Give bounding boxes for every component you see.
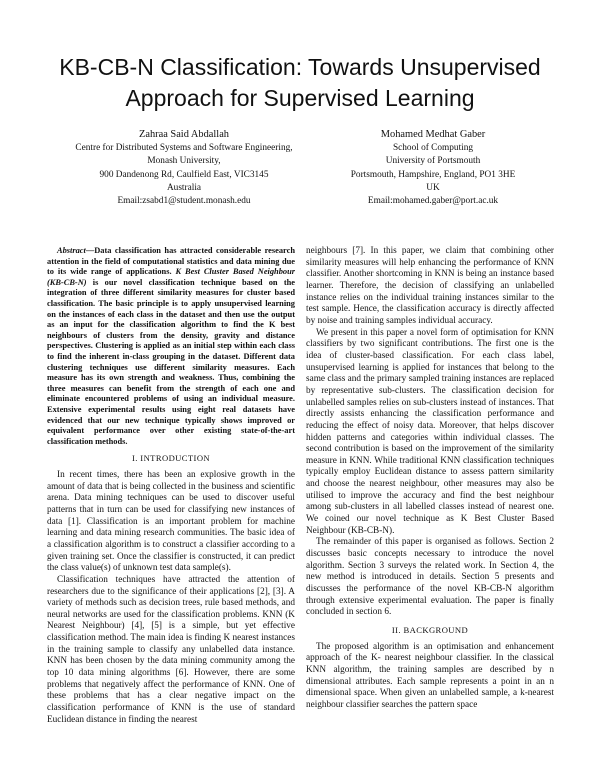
author-email: Email:mohamed.gaber@port.ac.uk <box>367 196 499 207</box>
abstract-method-name: K Best Cluster Based Neighbour (KB-CB-N) <box>47 267 295 287</box>
author-block-2 <box>318 128 548 208</box>
paragraph: We present in this paper a novel form of optimisation for KNN classifiers by two significant contributions. The first one is the idea of cluster-based classification. For each class label, unsupervised learning is applied for instances that belong to the same class and the primary sampled training instances are replaced by representative sub-clusters. The classification decision for unlabelled samples relies on sub-clusters instead of instances. That directly assists enhancing the classification performance and reducing the effect of noisy data. Moreover, that helps discover hidden patterns and categories within individual classes. The second contribution is based on the improvement of the similarity measure in KNN. While traditional KNN classification techniques typically employ Euclidean distance to assess pattern similarity and choose the nearest neighbour, other measures may also be utilised to improve the accuracy and find the best neighbour among sub-clusters in all labelled classes instead of nearest one. We coined our novel technique as K Best Cluster Based Neighbour (KB-CB-N). <box>306 327 554 536</box>
title-line-1: KB-CB-N Classification: Towards Unsupervised <box>59 54 541 80</box>
author-country: UK <box>426 182 440 193</box>
abstract <box>47 246 295 447</box>
abstract-label: Abstract <box>57 246 86 255</box>
paragraph: neighbours [7]. In this paper, we claim that combining other similarity measures will help enhancing the performance of KNN classifier. Another shortcoming in KNN is being an instance based learner. Therefore, the decision of classifying an unlabelled instance relies on the individual training instances similar to the test sample. Hence, the classification accuracy is directly affected by noise and training samples individual accuracy. <box>306 246 554 326</box>
section-heading-background: II. BACKGROUND <box>391 625 469 635</box>
abstract-text: is our novel classification technique based on the integration of three different similarity measures for cluster based classification. The basic principle is to apply unsupervised learning on the instances of each class in the dataset and then use the output as an input for the classification algorithm to find the K best neighbours of clusters from the density, gravity and distance perspectives. Clustering is applied as an initial step within each class to find the inherent in-class grouping in the dataset. Different data clustering techniques use different similarity measures. Each measure has its own strength and weakness. Thus, combining the three measures can benefit from the strength of each one and eliminate encountered problems of using an individual measure. Extensive experimental results using eight real datasets have evidenced that our new technique typically shows improved or equivalent performance over other existing state-of-the-art classification methods. <box>47 277 295 446</box>
abstract-dash: — <box>85 246 95 255</box>
abstract-text: Data classification has attracted considerable research attention in the field of computational statistics and data mining due to its wide range of applications. <box>47 246 295 277</box>
title-line-2: Approach for Supervised Learning <box>125 85 475 111</box>
author-name: Zahraa Said Abdallah <box>138 129 230 140</box>
paragraph: Classification techniques have attracted the attention of researchers due to the significance of their applications [2], [3]. A variety of methods such as decision trees, rule based methods, and neural networks are used for the classification problems. KNN (K Nearest Neighbour) [4], [5] is a simple, but yet effective classification method. The main idea is finding K nearest instances in the training sample to classify any unlabelled data instance. KNN has been chosen by the data mining community among the top 10 data mining algorithms [6]. However, there are some problems that negatively affect the performance of KNN. One of these problems that has a clear negative impact on the classification performance of KNN is the use of standard Euclidean distance in finding the nearest <box>47 574 295 725</box>
author-affiliation: School of Computing <box>392 143 474 154</box>
paragraph: The proposed algorithm is an optimisation and enhancement approach of the K- nearest neighbour classifier. In the classical KNN algorithm, the training samples are described by n dimensional attributes. Each sample represents a point in an n dimensional space. When given an unlabelled sample, a k-nearest neighbour classifier searches the pattern space <box>306 641 554 710</box>
author-name: Mohamed Medhat Gaber <box>380 129 486 140</box>
author-affiliation: Monash University, <box>147 156 221 167</box>
author-affiliation: University of Portsmouth <box>385 156 481 167</box>
author-affiliation: Centre for Distributed Systems and Software Engineering, <box>75 143 293 154</box>
paragraph: In recent times, there has been an explosive growth in the amount of data that is being collected in the business and scientific arena. Data mining techniques can be used to discover useful patterns that in turn can be used for classifying new instances of data [1]. Classification is an important problem for machine learning and data mining research communities. The basic idea of a classification algorithm is to construct a classifier according to a given training set. Once the classifier is constructed, it can predict the class value(s) of unknown test data sample(s). <box>47 469 295 574</box>
author-address: Portsmouth, Hampshire, England, PO1 3HE <box>350 169 516 180</box>
author-country: Australia <box>166 182 202 193</box>
section-heading-introduction: I. INTRODUCTION <box>131 453 211 464</box>
author-block-1 <box>64 128 304 208</box>
left-column <box>47 246 295 726</box>
author-email: Email:zsabd1@student.monash.edu <box>117 196 251 207</box>
right-column <box>306 246 554 712</box>
author-address: 900 Dandenong Rd, Caulfield East, VIC3145 <box>99 169 269 180</box>
paper-title <box>40 52 560 114</box>
paragraph: The remainder of this paper is organised as follows. Section 2 discusses basic concepts necessary to introduce the novel algorithm. Section 3 surveys the related work. In Section 4, the new method is introduced in details. Section 5 presents and discusses the performance of the novel KB-CB-N algorithm through extensive experimental evaluation. The paper is finally concluded in section 6. <box>306 537 554 618</box>
